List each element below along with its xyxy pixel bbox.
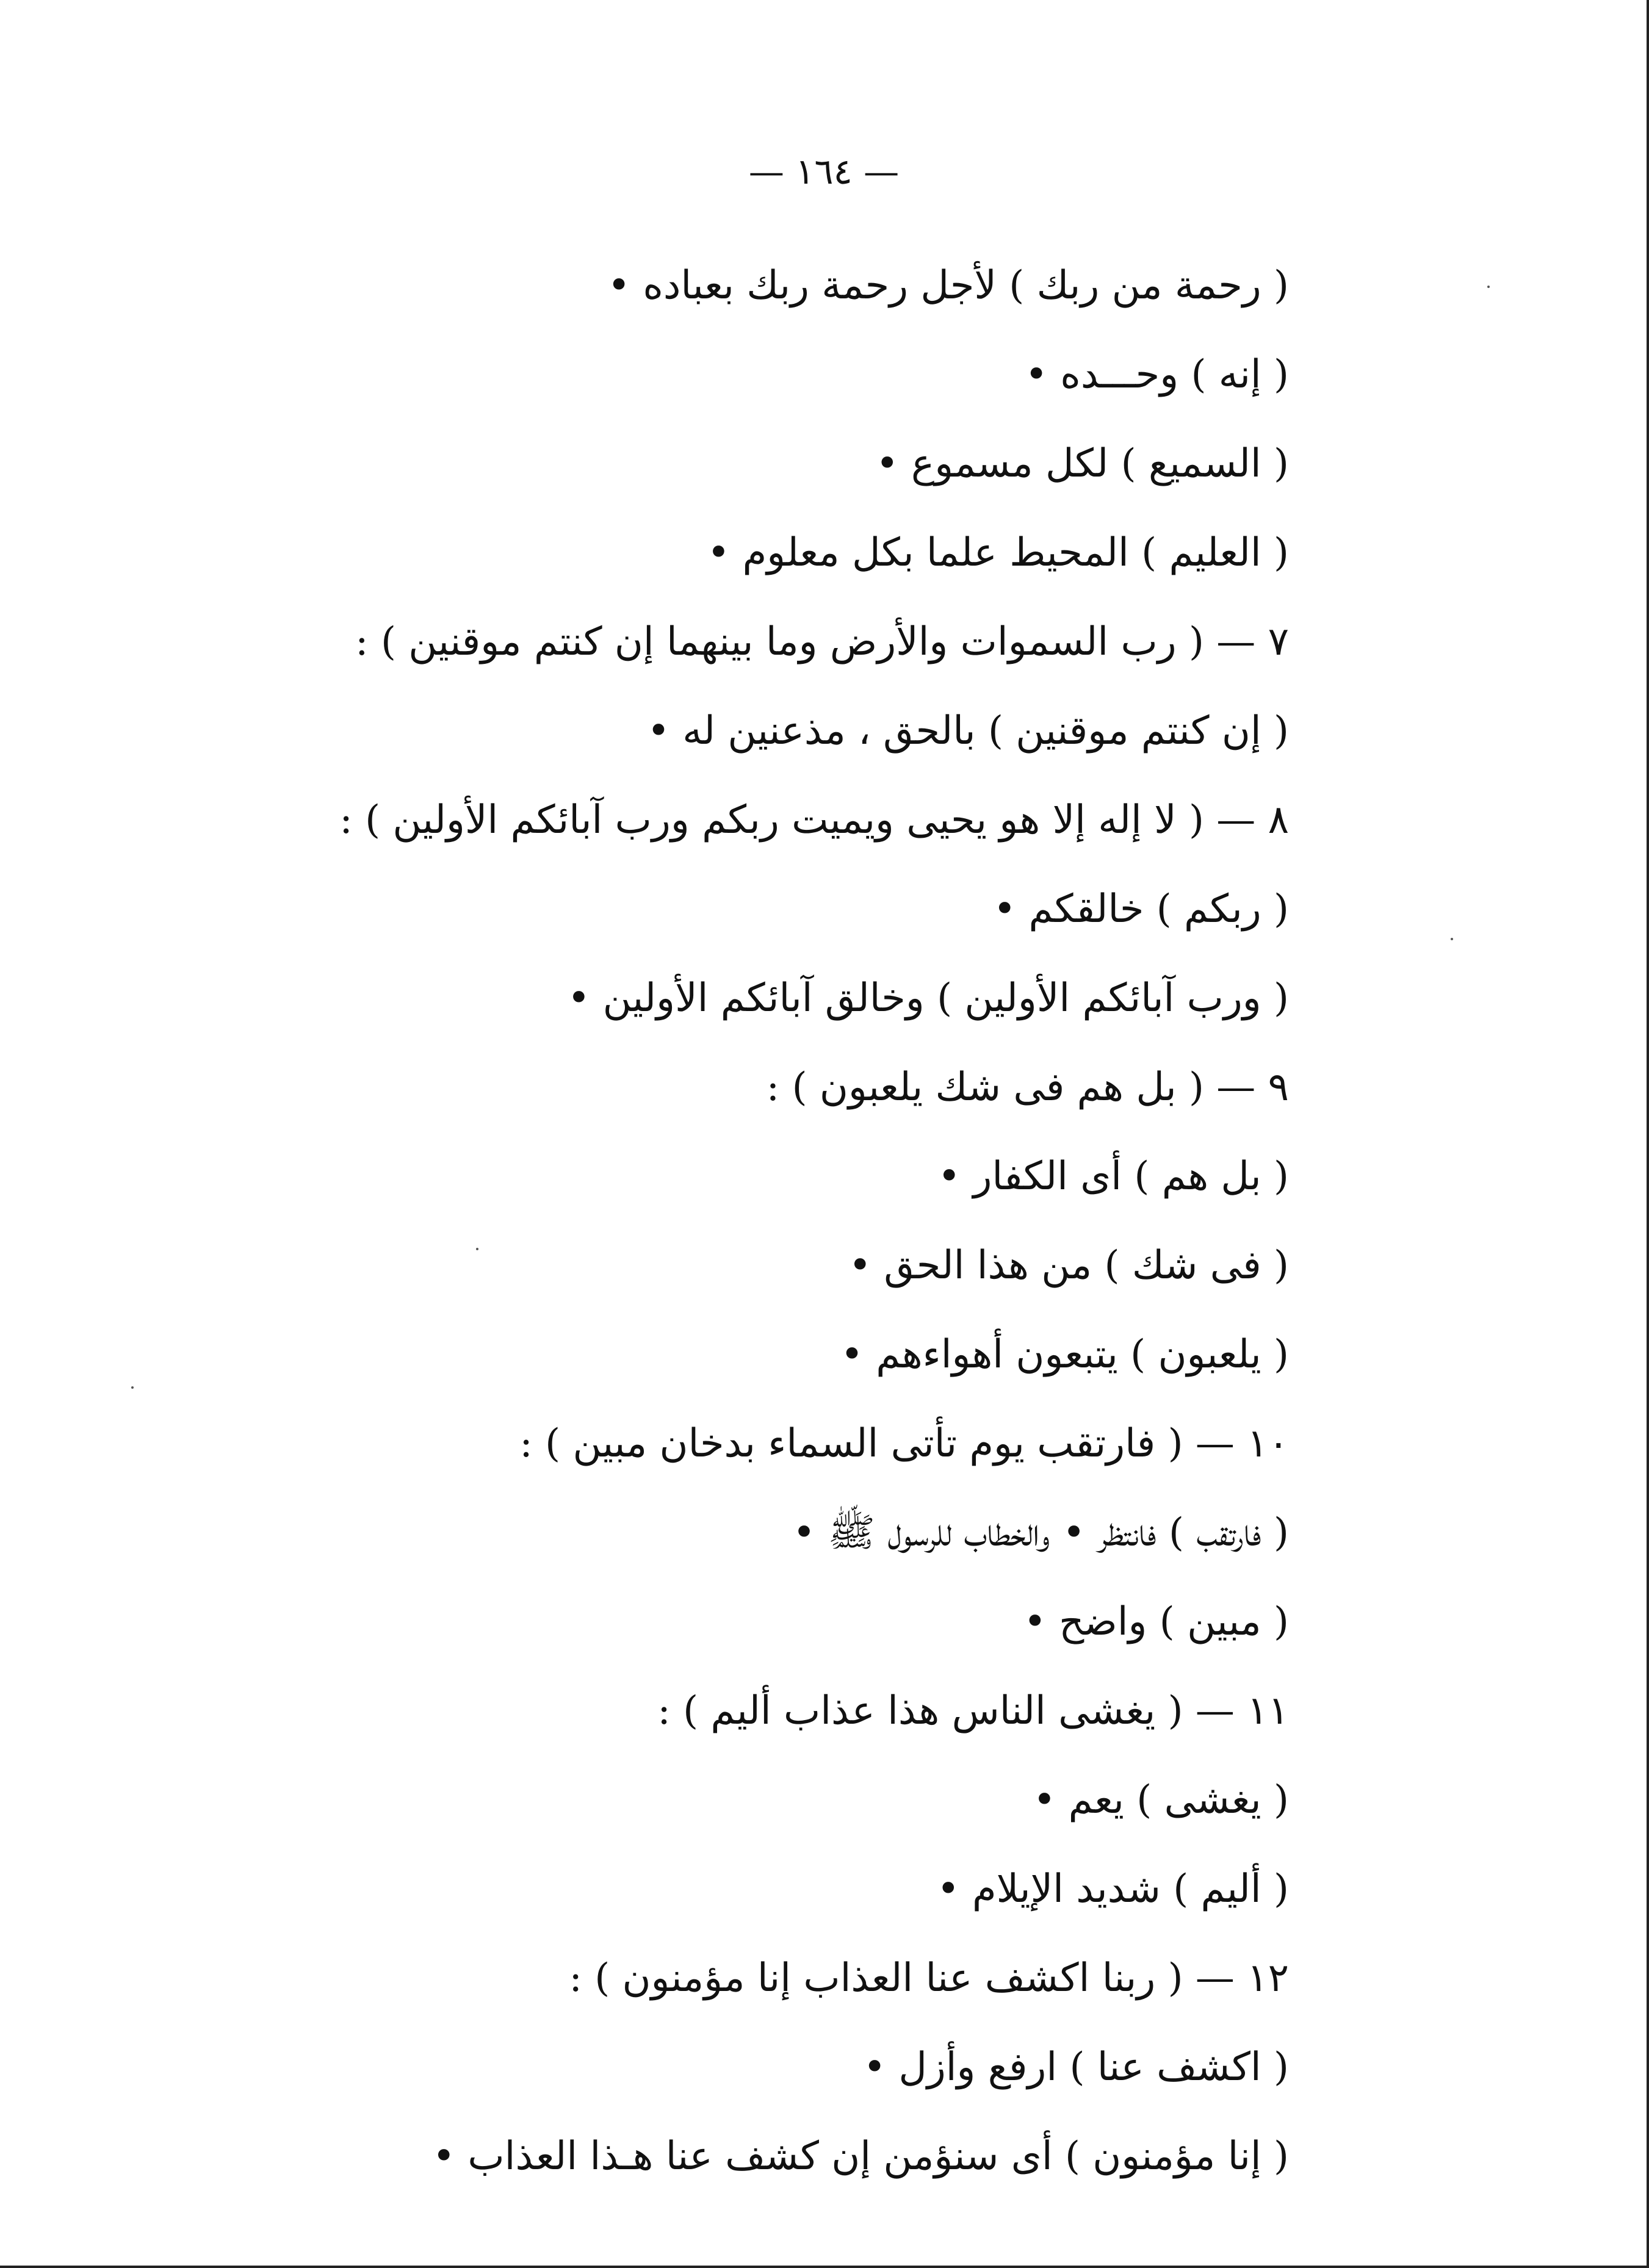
text-line: ( العليم ) المحيط علما بكل معلوم •: [707, 530, 1289, 575]
verse-line: ٩ — ( بل هم فى شك يلعبون ) :: [766, 1065, 1289, 1110]
text-line: ( مبين ) واضح •: [1023, 1599, 1289, 1644]
text-line: ( أليم ) شديد الإيلام •: [936, 1867, 1289, 1912]
text-body: [117, 241, 1289, 2201]
verse-line: ١٠ — ( فارتقب يوم تأتى السماء بدخان مبين ) :: [519, 1421, 1289, 1466]
verse-line: ١٢ — ( ربنا اكشف عنا العذاب إنا مؤمنون ) :: [569, 1956, 1289, 2001]
text-line: ( اكشف عنا ) ارفع وأزل •: [863, 2045, 1289, 2090]
text-line: ( فارتقب ) فانتظر • والخطاب للرسول ﷺ •: [792, 1510, 1289, 1555]
scan-speck: [1451, 938, 1453, 940]
scan-speck: [131, 1386, 134, 1389]
page-number: — ١٦٤ —: [748, 151, 900, 192]
text-line: ( إنا مؤمنون ) أى سنؤمن إن كشف عنا هـذا العذاب •: [432, 2134, 1289, 2179]
verse-line: ٨ — ( لا إله إلا هو يحيى ويميت ربكم ورب آبائكم الأولين ) :: [339, 797, 1289, 843]
text-line: ( ربكم ) خالقكم •: [993, 887, 1289, 932]
text-line: ( إن كنتم موقنين ) بالحق ، مذعنين له •: [647, 708, 1289, 754]
text-line: ( يغشى ) يعم •: [1033, 1777, 1289, 1823]
text-line: ( يلعبون ) يتبعون أهواءهم •: [840, 1332, 1289, 1377]
text-line: ( إنه ) وحـــده •: [1025, 352, 1289, 397]
verse-line: ٧ — ( رب السموات والأرض وما بينهما إن كنتم موقنين ) :: [355, 619, 1289, 664]
text-line: ( فى شك ) من هذا الحق •: [848, 1243, 1289, 1288]
text-line: ( ورب آبائكم الأولين ) وخالق آبائكم الأولين •: [567, 976, 1289, 1021]
text-line: ( بل هم ) أى الكفار •: [937, 1154, 1289, 1199]
scan-speck: [476, 1248, 478, 1250]
text-line: ( رحمة من ربك ) لأجل رحمة ربك بعباده •: [607, 263, 1289, 308]
scan-speck: [1487, 286, 1490, 288]
verse-line: ١١ — ( يغشى الناس هذا عذاب أليم ) :: [657, 1688, 1289, 1733]
text-line: ( السميع ) لكل مسموع •: [875, 441, 1289, 486]
